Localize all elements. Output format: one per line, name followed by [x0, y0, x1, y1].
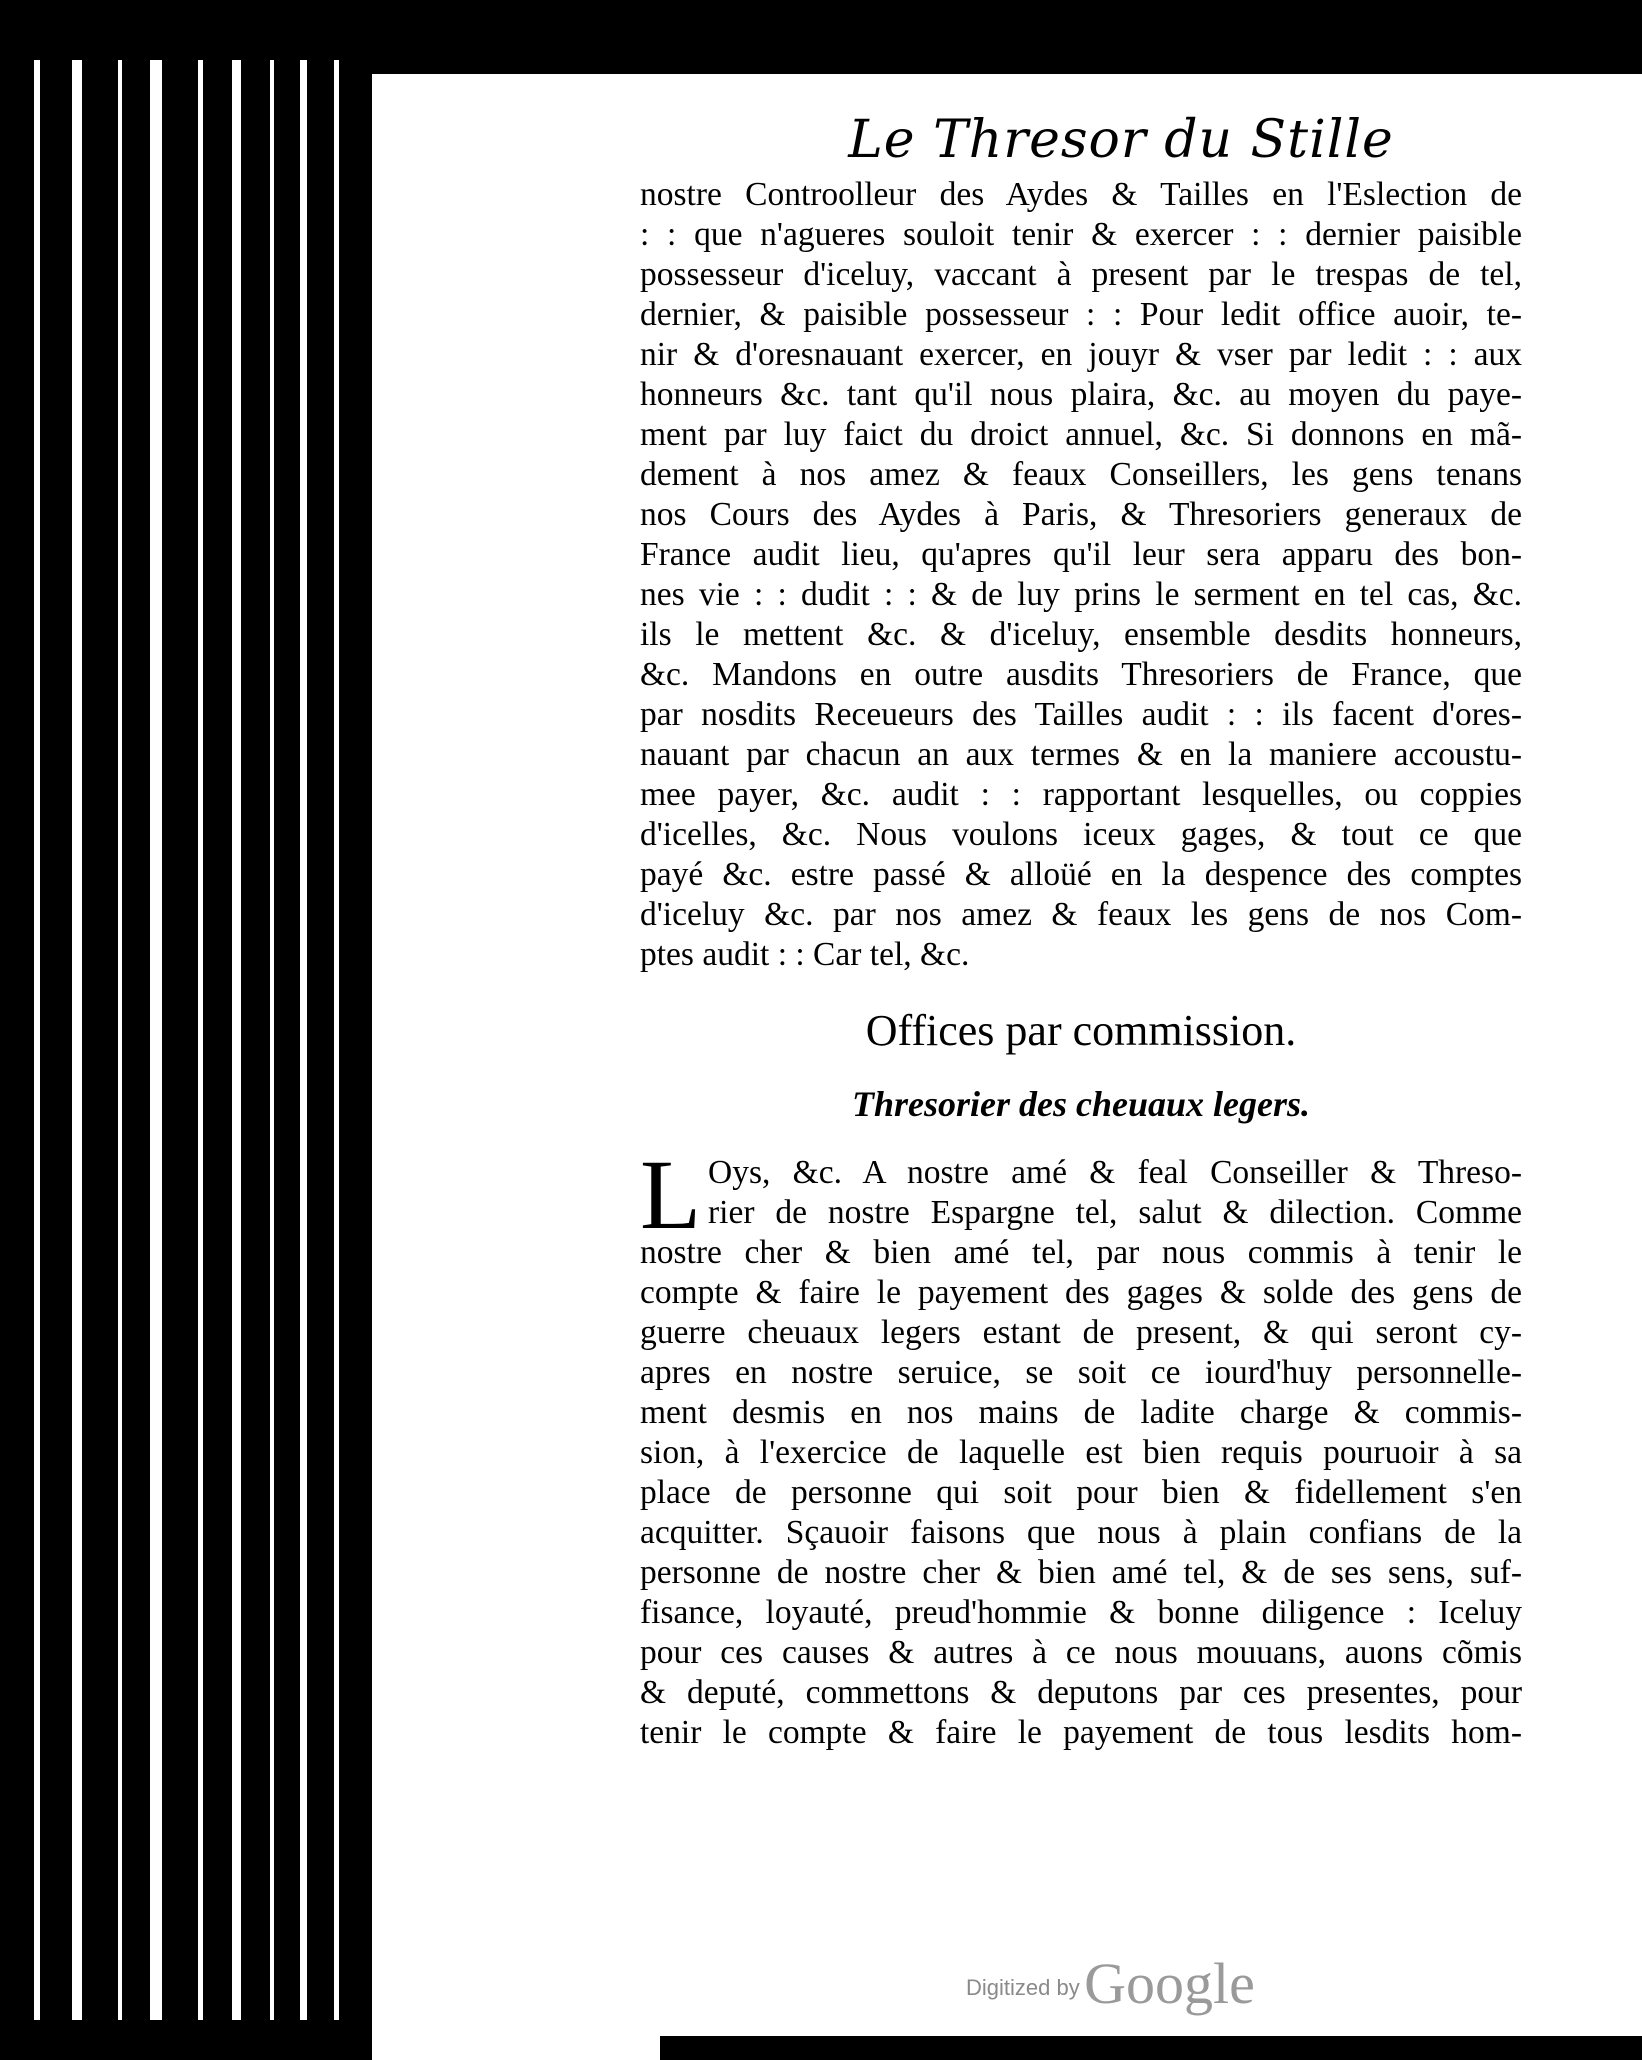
text-line: dement à nos amez & feaux Conseillers, les gens tenans — [640, 456, 1522, 493]
text-line: France audit lieu, qu'apres qu'il leur sera apparu des bon- — [640, 536, 1522, 573]
text-line: mee payer, &c. audit : : rapportant lesquelles, ou coppies — [640, 776, 1522, 813]
gutter-streak — [270, 60, 274, 2020]
gutter-streak — [334, 60, 339, 2020]
scan-bottom-border — [660, 2036, 1642, 2060]
section-heading: Offices par commission. — [865, 1006, 1297, 1055]
text-line: nostre cher & bien amé tel, par nous commis à tenir le — [640, 1234, 1522, 1271]
scan-top-border — [360, 0, 1642, 74]
paragraph-1 — [640, 175, 1522, 975]
gutter-streak — [300, 60, 307, 2020]
page-text — [640, 105, 1522, 1753]
digitized-label: Digitized by — [966, 1975, 1080, 2000]
gutter-streak — [34, 60, 40, 2020]
gutter-streak — [198, 60, 203, 2020]
text-line: possesseur d'iceluy, vaccant à present par le trespas de tel, — [640, 256, 1522, 293]
text-line: guerre cheuaux legers estant de present, & qui seront cy- — [640, 1314, 1522, 1351]
text-line: d'icelles, &c. Nous voulons iceux gages, & tout ce que — [640, 816, 1522, 853]
text-line: honneurs &c. tant qu'il nous plaira, &c. au moyen du paye- — [640, 376, 1522, 413]
text-line: : : que n'agueres souloit tenir & exercer : : dernier paisible — [640, 216, 1522, 253]
text-line: ment desmis en nos mains de ladite charge & commis- — [640, 1394, 1522, 1431]
text-line: sion, à l'exercice de laquelle est bien requis pouruoir à sa — [640, 1434, 1522, 1471]
text-line: apres en nostre seruice, se soit ce iourd'huy personnelle- — [640, 1354, 1522, 1391]
text-line: place de personne qui soit pour bien & fidellement s'en — [640, 1474, 1522, 1511]
text-line: acquitter. Sçauoir faisons que nous à plain confians de la — [640, 1514, 1522, 1551]
text-line: & deputé, commettons & deputons par ces presentes, pour — [640, 1674, 1522, 1711]
text-line: rier de nostre Espargne tel, salut & dilection. Comme — [708, 1194, 1522, 1231]
text-line: dernier, & paisible possesseur : : Pour ledit office auoir, te- — [640, 296, 1522, 333]
text-line: ptes audit : : Car tel, &c. — [640, 936, 970, 973]
text-line: ils le mettent &c. & d'iceluy, ensemble desdits honneurs, — [640, 616, 1522, 653]
text-line: &c. Mandons en outre ausdits Thresoriers de France, que — [640, 656, 1522, 693]
text-line: nauant par chacun an aux termes & en la maniere accoustu- — [640, 736, 1522, 773]
text-line: personne de nostre cher & bien amé tel, & de ses sens, suf- — [640, 1554, 1522, 1591]
gutter-streak — [118, 60, 122, 2020]
page-edge — [352, 60, 366, 2050]
book-gutter — [0, 0, 372, 2060]
running-head: Le Thresor du Stille — [848, 110, 1394, 170]
text-line: tenir le compte & faire le payement de tous lesdits hom- — [640, 1714, 1522, 1751]
gutter-streak — [232, 60, 241, 2020]
gutter-streak — [72, 60, 82, 2020]
text-line: d'iceluy &c. par nos amez & feaux les gens de nos Com- — [640, 896, 1522, 933]
sub-heading: Thresorier des cheuaux legers. — [852, 1084, 1310, 1124]
text-line: Oys, &c. A nostre amé & feal Conseiller & Threso- — [708, 1154, 1522, 1191]
text-line: nostre Controolleur des Aydes & Tailles en l'Eslection de — [640, 176, 1522, 213]
text-line: fisance, loyauté, preud'hommie & bonne diligence : Iceluy — [640, 1594, 1522, 1631]
text-line: nos Cours des Aydes à Paris, & Thresoriers generaux de — [640, 496, 1522, 533]
text-line: payé &c. estre passé & alloüé en la despence des comptes — [640, 856, 1522, 893]
text-line: par nosdits Receueurs des Tailles audit : : ils facent d'ores- — [640, 696, 1522, 733]
digitized-watermark — [966, 1950, 1255, 2017]
text-line: ment par luy faict du droict annuel, &c. Si donnons en mã- — [640, 416, 1522, 453]
paragraph-2 — [640, 1139, 1522, 1753]
google-logo: Google — [1084, 1951, 1255, 2016]
drop-cap: L — [640, 1139, 702, 1250]
text-line: nes vie : : dudit : : & de luy prins le serment en tel cas, &c. — [640, 576, 1522, 613]
text-line: compte & faire le payement des gages & solde des gens de — [640, 1274, 1522, 1311]
text-line: pour ces causes & autres à ce nous mouuans, auons cõmis — [640, 1634, 1522, 1671]
gutter-streak — [150, 60, 162, 2020]
text-line: nir & d'oresnauant exercer, en jouyr & vser par ledit : : aux — [640, 336, 1522, 373]
